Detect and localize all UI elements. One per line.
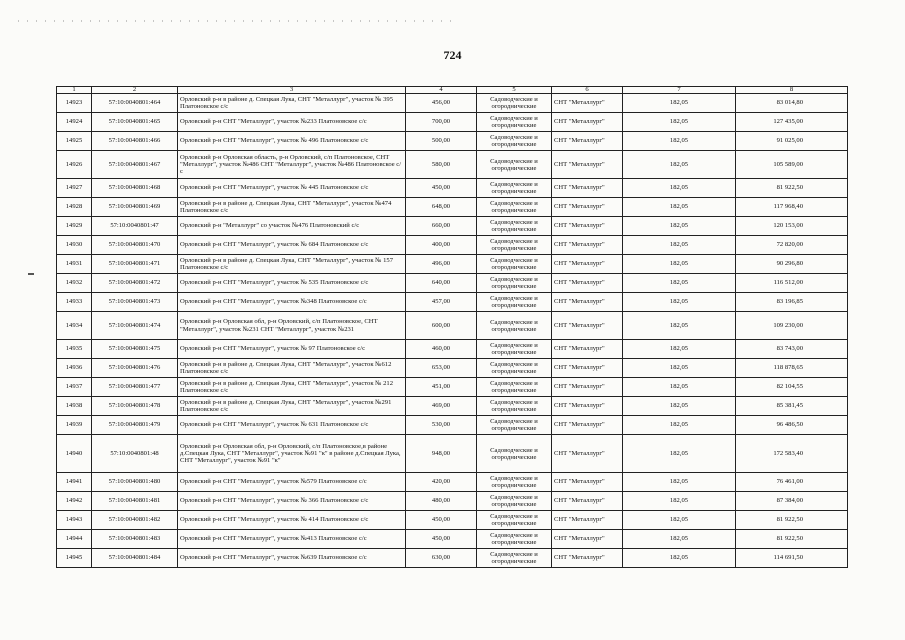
rate-cell: 182,05	[623, 312, 736, 340]
owner-cell: СНТ "Металлург"	[552, 378, 623, 397]
cadastral-value-cell: 105 589,00	[736, 151, 848, 179]
table-row	[57, 312, 848, 340]
cadastral-value-cell: 85 381,45	[736, 397, 848, 416]
cadastral-number-cell: 57:10:0040801:475	[92, 340, 178, 359]
land-use-cell: Садоводческие и огороднические	[477, 397, 552, 416]
area-cell: 948,00	[406, 435, 477, 473]
cadastral-value-cell: 87 384,00	[736, 492, 848, 511]
land-use-cell: Садоводческие и огороднические	[477, 236, 552, 255]
rate-cell: 182,05	[623, 132, 736, 151]
cadastral-number-cell: 57:10:0040801:474	[92, 312, 178, 340]
table-row	[57, 511, 848, 530]
cadastral-number-cell: 57:10:0040801:473	[92, 293, 178, 312]
cadastral-value-cell: 81 922,50	[736, 511, 848, 530]
area-cell: 630,00	[406, 549, 477, 568]
area-cell: 480,00	[406, 492, 477, 511]
area-cell: 530,00	[406, 416, 477, 435]
area-cell: 460,00	[406, 340, 477, 359]
land-use-cell: Садоводческие и огороднические	[477, 94, 552, 113]
row-number-cell: 14930	[57, 236, 92, 255]
area-cell: 496,00	[406, 255, 477, 274]
cadastral-number-cell: 57:10:0040801:468	[92, 179, 178, 198]
land-use-cell: Садоводческие и огороднические	[477, 473, 552, 492]
land-use-cell: Садоводческие и огороднические	[477, 312, 552, 340]
rate-cell: 182,05	[623, 416, 736, 435]
row-number-cell: 14942	[57, 492, 92, 511]
table-row	[57, 359, 848, 378]
row-number-cell: 14931	[57, 255, 92, 274]
land-use-cell: Садоводческие и огороднические	[477, 549, 552, 568]
cadastral-number-cell: 57:10:0040801:479	[92, 416, 178, 435]
cadastral-value-cell: 76 461,00	[736, 473, 848, 492]
table-row	[57, 435, 848, 473]
owner-cell: СНТ "Металлург"	[552, 435, 623, 473]
row-number-cell: 14937	[57, 378, 92, 397]
address-cell: Орловский р-н в районе д. Спецкая Лука, СНТ "Металлург", участок №291 Платоновское с/с	[178, 397, 406, 416]
owner-cell: СНТ "Металлург"	[552, 236, 623, 255]
address-cell: Орловский р-н в районе д. Спецкая Лука, СНТ "Металлург", участок № 157 Платоновское с/с	[178, 255, 406, 274]
address-cell: Орловский р-н Орловская обл, р-н Орловский, с/п Платоновское, СНТ "Металлург", участок №231 СНТ "Металлург", участок №231	[178, 312, 406, 340]
column-header: 4	[406, 87, 477, 94]
table-row	[57, 94, 848, 113]
land-use-cell: Садоводческие и огороднические	[477, 217, 552, 236]
cadastral-number-cell: 57:10:0040801:482	[92, 511, 178, 530]
rate-cell: 182,05	[623, 492, 736, 511]
cadastral-value-cell: 81 922,50	[736, 179, 848, 198]
cadastral-value-cell: 81 922,50	[736, 530, 848, 549]
area-cell: 450,00	[406, 530, 477, 549]
rate-cell: 182,05	[623, 151, 736, 179]
cadastral-value-cell: 127 435,00	[736, 113, 848, 132]
land-use-cell: Садоводческие и огороднические	[477, 530, 552, 549]
table-row	[57, 378, 848, 397]
cadastral-value-cell: 82 104,55	[736, 378, 848, 397]
address-cell: Орловский р-н СНТ "Металлург", участок № 445 Платоновское с/с	[178, 179, 406, 198]
land-use-cell: Садоводческие и огороднические	[477, 511, 552, 530]
cadastral-value-cell: 114 691,50	[736, 549, 848, 568]
area-cell: 500,00	[406, 132, 477, 151]
row-number-cell: 14926	[57, 151, 92, 179]
land-use-cell: Садоводческие и огороднические	[477, 274, 552, 293]
cadastral-number-cell: 57:10:0040801:470	[92, 236, 178, 255]
row-number-cell: 14944	[57, 530, 92, 549]
row-number-cell: 14945	[57, 549, 92, 568]
land-use-cell: Садоводческие и огороднические	[477, 113, 552, 132]
land-plots-table	[56, 86, 848, 568]
owner-cell: СНТ "Металлург"	[552, 94, 623, 113]
column-header: 5	[477, 87, 552, 94]
rate-cell: 182,05	[623, 511, 736, 530]
area-cell: 469,00	[406, 397, 477, 416]
area-cell: 640,00	[406, 274, 477, 293]
cadastral-number-cell: 57:10:0040801:471	[92, 255, 178, 274]
cadastral-value-cell: 90 296,80	[736, 255, 848, 274]
row-number-cell: 14925	[57, 132, 92, 151]
cadastral-number-cell: 57:10:0040801:483	[92, 530, 178, 549]
cadastral-value-cell: 83 014,80	[736, 94, 848, 113]
column-header: 1	[57, 87, 92, 94]
address-cell: Орловский р-н Орловская область, р-н Орловский, с/п Платоновское, СНТ "Металлург", участок №486 СНТ "Металлург", участок №486 Платоновское с/с	[178, 151, 406, 179]
table-row	[57, 113, 848, 132]
address-cell: Орловский р-н СНТ "Металлург", участок №413 Платоновское с/с	[178, 530, 406, 549]
area-cell: 457,00	[406, 293, 477, 312]
cadastral-number-cell: 57:10:0040801:472	[92, 274, 178, 293]
rate-cell: 182,05	[623, 293, 736, 312]
area-cell: 653,00	[406, 359, 477, 378]
column-header: 2	[92, 87, 178, 94]
row-number-cell: 14938	[57, 397, 92, 416]
owner-cell: СНТ "Металлург"	[552, 549, 623, 568]
rate-cell: 182,05	[623, 255, 736, 274]
rate-cell: 182,05	[623, 397, 736, 416]
table-row	[57, 340, 848, 359]
table-row	[57, 217, 848, 236]
area-cell: 700,00	[406, 113, 477, 132]
row-number-cell: 14928	[57, 198, 92, 217]
address-cell: Орловский р-н СНТ "Металлург", участок №233 Платоновское с/с	[178, 113, 406, 132]
address-cell: Орловский р-н СНТ "Металлург", участок № 684 Платоновское с/с	[178, 236, 406, 255]
column-header: 8	[736, 87, 848, 94]
cadastral-value-cell: 83 743,00	[736, 340, 848, 359]
cadastral-number-cell: 57:10:0040801:477	[92, 378, 178, 397]
owner-cell: СНТ "Металлург"	[552, 151, 623, 179]
rate-cell: 182,05	[623, 473, 736, 492]
row-number-cell: 14924	[57, 113, 92, 132]
address-cell: Орловский р-н СНТ "Металлург", участок № 631 Платоновское с/с	[178, 416, 406, 435]
row-number-cell: 14939	[57, 416, 92, 435]
land-use-cell: Садоводческие и огороднические	[477, 492, 552, 511]
land-use-cell: Садоводческие и огороднические	[477, 359, 552, 378]
area-cell: 580,00	[406, 151, 477, 179]
table-row	[57, 236, 848, 255]
area-cell: 456,00	[406, 94, 477, 113]
owner-cell: СНТ "Металлург"	[552, 340, 623, 359]
land-use-cell: Садоводческие и огороднические	[477, 151, 552, 179]
cadastral-number-cell: 57:10:0040801:467	[92, 151, 178, 179]
address-cell: Орловский р-н "Металлург" со участок №476 Платоновский с/с	[178, 217, 406, 236]
area-cell: 600,00	[406, 312, 477, 340]
owner-cell: СНТ "Металлург"	[552, 492, 623, 511]
cadastral-value-cell: 109 230,00	[736, 312, 848, 340]
cadastral-number-cell: 57:10:0040801:466	[92, 132, 178, 151]
cadastral-value-cell: 72 820,00	[736, 236, 848, 255]
table-row	[57, 255, 848, 274]
owner-cell: СНТ "Металлург"	[552, 198, 623, 217]
land-use-cell: Садоводческие и огороднические	[477, 416, 552, 435]
table-row	[57, 492, 848, 511]
rate-cell: 182,05	[623, 378, 736, 397]
owner-cell: СНТ "Металлург"	[552, 132, 623, 151]
cadastral-number-cell: 57:10:0040801:465	[92, 113, 178, 132]
owner-cell: СНТ "Металлург"	[552, 255, 623, 274]
rate-cell: 182,05	[623, 530, 736, 549]
cadastral-value-cell: 120 153,00	[736, 217, 848, 236]
cadastral-number-cell: 57:10:0040801:476	[92, 359, 178, 378]
table-row	[57, 397, 848, 416]
column-header: 7	[623, 87, 736, 94]
cadastral-number-cell: 57:10:0040801:47	[92, 217, 178, 236]
address-cell: Орловский р-н в районе д. Спецкая Лука, СНТ "Металлург", участок №474 Платоновское с/с	[178, 198, 406, 217]
address-cell: Орловский р-н СНТ "Металлург", участок №348 Платоновское с/с	[178, 293, 406, 312]
address-cell: Орловский р-н в районе д. Спецкая Лука, СНТ "Металлург", участок №612 Платоновское с/с	[178, 359, 406, 378]
table-row	[57, 530, 848, 549]
address-cell: Орловский р-н СНТ "Металлург", участок № 496 Платоновское с/с	[178, 132, 406, 151]
rate-cell: 182,05	[623, 435, 736, 473]
rate-cell: 182,05	[623, 359, 736, 378]
owner-cell: СНТ "Металлург"	[552, 397, 623, 416]
area-cell: 450,00	[406, 179, 477, 198]
cadastral-value-cell: 116 512,00	[736, 274, 848, 293]
land-use-cell: Садоводческие и огороднические	[477, 293, 552, 312]
cadastral-value-cell: 118 878,65	[736, 359, 848, 378]
column-header: 6	[552, 87, 623, 94]
cadastral-value-cell: 96 486,50	[736, 416, 848, 435]
area-cell: 450,00	[406, 511, 477, 530]
cadastral-number-cell: 57:10:0040801:481	[92, 492, 178, 511]
table-row	[57, 198, 848, 217]
cadastral-number-cell: 57:10:0040801:484	[92, 549, 178, 568]
owner-cell: СНТ "Металлург"	[552, 511, 623, 530]
owner-cell: СНТ "Металлург"	[552, 416, 623, 435]
cadastral-number-cell: 57:10:0040801:48	[92, 435, 178, 473]
address-cell: Орловский р-н в районе д. Спецкая Лука, СНТ "Металлург", участок № 212 Платоновское с/с	[178, 378, 406, 397]
table-row	[57, 132, 848, 151]
area-cell: 660,00	[406, 217, 477, 236]
address-cell: Орловский р-н СНТ "Металлург", участок № 97 Платоновское с/с	[178, 340, 406, 359]
land-use-cell: Садоводческие и огороднические	[477, 435, 552, 473]
address-cell: Орловский р-н СНТ "Металлург", участок № 366 Платоновское с/с	[178, 492, 406, 511]
rate-cell: 182,05	[623, 549, 736, 568]
rate-cell: 182,05	[623, 217, 736, 236]
table-row	[57, 151, 848, 179]
cadastral-number-cell: 57:10:0040801:478	[92, 397, 178, 416]
row-number-cell: 14933	[57, 293, 92, 312]
column-number-row	[57, 87, 848, 94]
row-number-cell: 14932	[57, 274, 92, 293]
cadastral-value-cell: 172 583,40	[736, 435, 848, 473]
address-cell: Орловский р-н в районе д. Спецкая Лука, СНТ "Металлург", участок № 395 Платоновское с/с	[178, 94, 406, 113]
row-number-cell: 14936	[57, 359, 92, 378]
rate-cell: 182,05	[623, 340, 736, 359]
table-row	[57, 179, 848, 198]
margin-mark	[28, 273, 34, 275]
rate-cell: 182,05	[623, 236, 736, 255]
address-cell: Орловский р-н Орловская обл, р-н Орловский, с/п Платоновское,в районе д.Спецкая Лука, СНТ "Металлург", участок №91 "к" в районе д.Спецкая Лука, СНТ "Металлург", участок №91 "к"	[178, 435, 406, 473]
land-use-cell: Садоводческие и огороднические	[477, 132, 552, 151]
address-cell: Орловский р-н СНТ "Металлург", участок № 535 Платоновское с/с	[178, 274, 406, 293]
row-number-cell: 14927	[57, 179, 92, 198]
cadastral-number-cell: 57:10:0040801:480	[92, 473, 178, 492]
rate-cell: 182,05	[623, 179, 736, 198]
rate-cell: 182,05	[623, 274, 736, 293]
owner-cell: СНТ "Металлург"	[552, 473, 623, 492]
rate-cell: 182,05	[623, 198, 736, 217]
cadastral-value-cell: 83 196,85	[736, 293, 848, 312]
table-row	[57, 293, 848, 312]
land-use-cell: Садоводческие и огороднические	[477, 198, 552, 217]
row-number-cell: 14940	[57, 435, 92, 473]
owner-cell: СНТ "Металлург"	[552, 217, 623, 236]
scan-artifact	[18, 20, 458, 22]
area-cell: 648,00	[406, 198, 477, 217]
column-header: 3	[178, 87, 406, 94]
table-row	[57, 416, 848, 435]
row-number-cell: 14943	[57, 511, 92, 530]
row-number-cell: 14934	[57, 312, 92, 340]
land-use-cell: Садоводческие и огороднические	[477, 255, 552, 274]
land-use-cell: Садоводческие и огороднические	[477, 378, 552, 397]
row-number-cell: 14923	[57, 94, 92, 113]
cadastral-value-cell: 117 968,40	[736, 198, 848, 217]
row-number-cell: 14941	[57, 473, 92, 492]
land-use-cell: Садоводческие и огороднические	[477, 340, 552, 359]
owner-cell: СНТ "Металлург"	[552, 113, 623, 132]
owner-cell: СНТ "Металлург"	[552, 179, 623, 198]
cadastral-value-cell: 91 025,00	[736, 132, 848, 151]
address-cell: Орловский р-н СНТ "Металлург", участок №639 Платоновское с/с	[178, 549, 406, 568]
rate-cell: 182,05	[623, 113, 736, 132]
cadastral-number-cell: 57:10:0040801:469	[92, 198, 178, 217]
table-row	[57, 473, 848, 492]
area-cell: 451,00	[406, 378, 477, 397]
table-row	[57, 274, 848, 293]
area-cell: 420,00	[406, 473, 477, 492]
owner-cell: СНТ "Металлург"	[552, 312, 623, 340]
cadastral-number-cell: 57:10:0040801:464	[92, 94, 178, 113]
address-cell: Орловский р-н СНТ "Металлург", участок № 414 Платоновское с/с	[178, 511, 406, 530]
page-number: 724	[443, 48, 462, 62]
row-number-cell: 14935	[57, 340, 92, 359]
area-cell: 400,00	[406, 236, 477, 255]
row-number-cell: 14929	[57, 217, 92, 236]
land-use-cell: Садоводческие и огороднические	[477, 179, 552, 198]
owner-cell: СНТ "Металлург"	[552, 274, 623, 293]
owner-cell: СНТ "Металлург"	[552, 293, 623, 312]
address-cell: Орловский р-н СНТ "Металлург", участок №579 Платоновское с/с	[178, 473, 406, 492]
table-row	[57, 549, 848, 568]
rate-cell: 182,05	[623, 94, 736, 113]
owner-cell: СНТ "Металлург"	[552, 530, 623, 549]
owner-cell: СНТ "Металлург"	[552, 359, 623, 378]
